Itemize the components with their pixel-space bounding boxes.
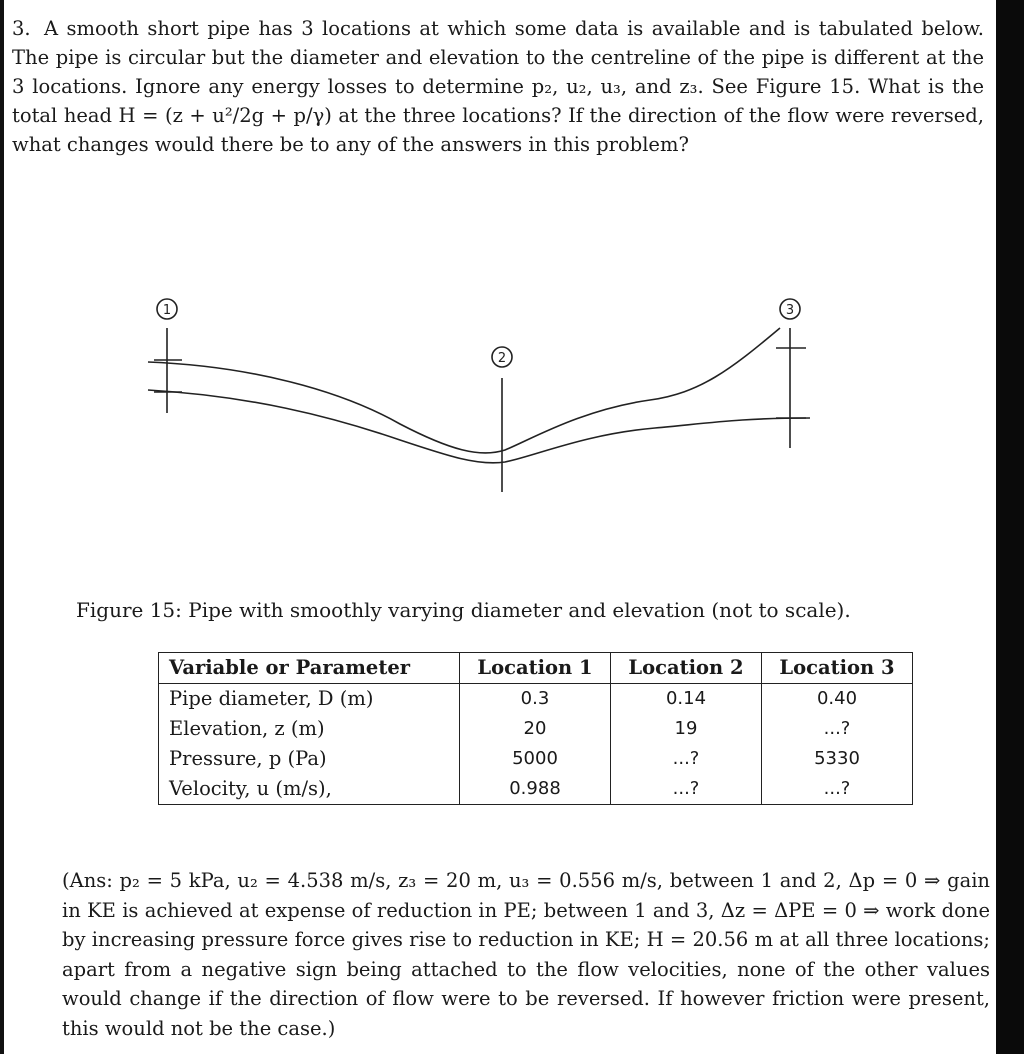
cell-value: ...?: [762, 714, 913, 744]
problem-statement: [12, 14, 984, 159]
header-location-3: Location 3: [762, 653, 913, 684]
pipe-figure: [130, 290, 830, 510]
table-row: [159, 744, 913, 774]
cell-value: ...?: [762, 774, 913, 805]
station-1-label: 1: [162, 303, 172, 318]
row-label: Velocity, u (m/s),: [159, 774, 460, 805]
cell-value: 0.988: [460, 774, 611, 805]
cell-value: 5330: [762, 744, 913, 774]
header-location-1: Location 1: [460, 653, 611, 684]
row-label: Elevation, z (m): [159, 714, 460, 744]
row-label: Pressure, p (Pa): [159, 744, 460, 774]
problem-text: A smooth short pipe has 3 locations at which some data is available and is tabulated below. The pipe is circular but the diameter and elevation to the centreline of the pipe is different at the 3 locations. Ignore any energy losses to determine p₂, u₂, u₃, and z₃. See Figure 15. What is the total head H = (z + u²/2g + p/γ) at the three locations? If the direction of the flow were reversed, what changes would there be to any of the answers in this problem?: [12, 17, 984, 156]
header-variable: Variable or Parameter: [159, 653, 460, 684]
pipe-upper-wall: [148, 328, 780, 453]
station-3-label: 3: [785, 303, 795, 318]
problem-number: 3.: [12, 17, 31, 40]
cell-value: 19: [611, 714, 762, 744]
table-row: [159, 774, 913, 805]
cell-value: 20: [460, 714, 611, 744]
table-row: [159, 684, 913, 715]
table-header-row: [159, 653, 913, 684]
figure-caption: Figure 15: Pipe with smoothly varying diameter and elevation (not to scale).: [76, 598, 851, 622]
header-location-2: Location 2: [611, 653, 762, 684]
answer-text: (Ans: p₂ = 5 kPa, u₂ = 4.538 m/s, z₃ = 20 m, u₃ = 0.556 m/s, between 1 and 2, Δp = 0 ⇒ gain in KE is achieved at expense of reduction in PE; between 1 and 3, Δz = ΔPE = 0 ⇒ work done by increasing pressure force gives rise to reduction in KE; H = 20.56 m at all three locations; apart from a negative sign being attached to the flow velocities, none of the other values would change if the direction of flow were to be reversed. If however friction were present, this would not be the case.): [62, 869, 990, 1040]
page-right-edge: [996, 0, 1024, 1054]
cell-value: 0.3: [460, 684, 611, 715]
cell-value: 0.14: [611, 684, 762, 715]
station-2-label: 2: [497, 351, 507, 366]
cell-value: ...?: [611, 774, 762, 805]
cell-value: 0.40: [762, 684, 913, 715]
row-label: Pipe diameter, D (m): [159, 684, 460, 715]
data-table: [158, 652, 913, 805]
table-row: [159, 714, 913, 744]
cell-value: ...?: [611, 744, 762, 774]
cell-value: 5000: [460, 744, 611, 774]
page-left-edge: [0, 0, 4, 1054]
